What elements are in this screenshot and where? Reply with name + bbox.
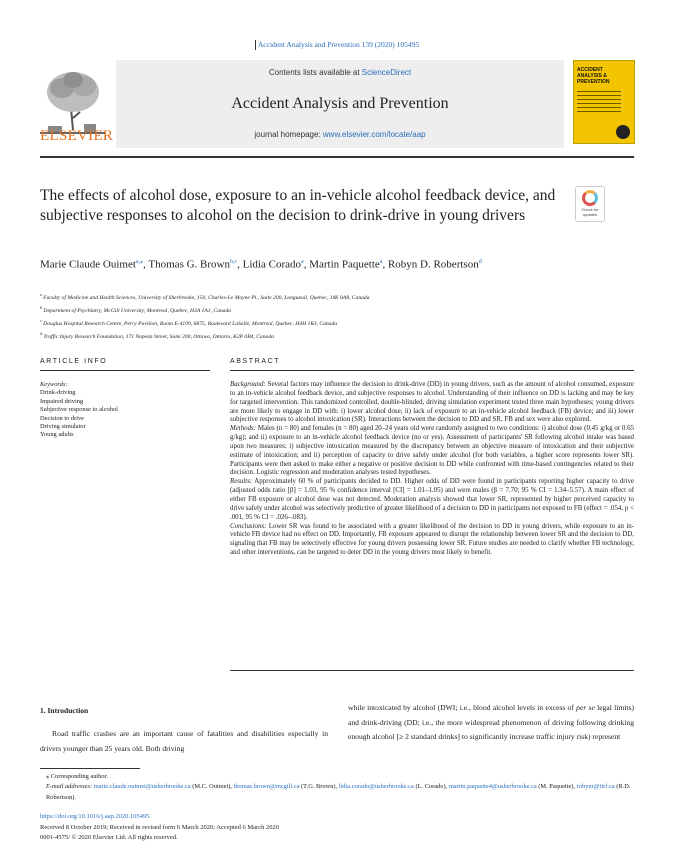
journal-reference[interactable] [0,40,674,50]
cover-title: ACCIDENT ANALYSIS & PREVENTION [577,67,610,85]
keyword-item: Impaired driving [40,397,84,405]
email-owner: (T.G. Brown), [299,783,339,791]
email-addresses [40,782,634,803]
abstract-background [230,381,634,425]
abstract-body [230,381,634,558]
affiliation-marker: b [40,304,42,310]
abstract-results [230,478,634,522]
author-separator: , [143,258,149,271]
article-info-rule [40,370,210,371]
introduction-right-column [348,701,634,745]
cover-lines [577,91,621,115]
keywords-list [40,389,210,439]
background-text: Several factors may influence the decision to drink-drive (DD) in young drivers, such as the amount of alcohol consumed, exposure to an in-vehicle alcohol feedback device, and subjective responses to alcohol. Understanding of their influence on DD is lacking and may be key for targeted intervention. This randomized controlled, double-blinded, driving simulation experiment tested three main hypotheses; young drivers are more likely to engage in DD with: i) lower alcohol dose; ii) lack of exposure to an in-vehicle alcohol feedback (FB) device; and iii) lower subjective responses to alcohol intoxication (SR). Interactions between the decision to DD and SR, FB and sex were also explored. [230,381,634,424]
email-link[interactable]: martin.paquette4@usherbrooke.ca [448,783,537,791]
cover-emblem-icon [616,125,630,139]
masthead-divider [40,156,634,158]
affiliation-text: Douglas Hospital Research Centre, Perry Pavilion, Room E-4109, 6875, Boulevard LaSalle, Montreal, Quebec, H4H 1R3, Canada [41,320,338,327]
journal-homepage-link[interactable]: www.elsevier.com/locate/aap [322,130,426,139]
email-owner: (M.C. Ouimet), [190,783,234,791]
intro-right-italic: per se [576,703,595,712]
sciencedirect-link[interactable]: ScienceDirect [361,68,412,77]
abstract-conclusions [230,523,634,558]
author-name[interactable]: Lidia Corado [242,258,302,271]
affiliation-marker: d [40,330,42,336]
affiliation-item [40,329,634,342]
author-affiliation-marker[interactable]: a [301,259,304,265]
email-owner: (M. Paquette), [536,783,577,791]
background-label: Background: [230,381,266,388]
doi-link[interactable]: https://doi.org/10.1016/j.aap.2020.105495 [40,813,150,820]
journal-title: Accident Analysis and Prevention [231,95,449,112]
text-cursor [255,40,256,50]
affiliation-marker: c [40,317,42,323]
article-meta-footer [40,812,634,844]
check-for-updates-badge[interactable] [575,186,605,222]
received-dates: Received 8 October 2019; Received in revised form 6 March 2020; Accepted 6 March 2020 [40,823,279,831]
email-link[interactable]: thomas.brown@mcgill.ca [233,783,300,791]
abstract-methods [230,425,634,478]
publisher-name: ELSEVIER [40,128,114,144]
contents-line [116,68,564,77]
journal-masthead-band [116,60,564,148]
author-affiliation-marker[interactable]: a [379,259,383,265]
journal-reference-link[interactable]: Accident Analysis and Prevention 139 (2020) 105495 [257,40,420,49]
author-affiliation-marker[interactable]: d [478,259,482,265]
author-separator: , [237,258,243,271]
email-link[interactable]: marie.claude.ouimet@usherbrooke.ca [93,783,191,791]
keyword-item: Subjective response to alcohol [40,406,118,414]
author-name[interactable]: Marie Claude Ouimet [40,258,136,271]
methods-label: Methods: [230,425,257,433]
email-owner: (L. Corado), [413,783,449,791]
keywords-label: Keywords: [40,381,68,388]
methods-text: Males (n = 80) and females (n = 80) aged 20–24 years old were randomly assigned to two conditions: i) alcohol dose (0.45 g/kg or 0.65 g/kg); and ii) exposure to an in-vehicle alcohol feedback device (no or yes). Assessment of participants' SR following alcohol intake was based upon two measures: i) subjective intoxication measured by the discrepancy between an objective measure of intoxication and their subjective estimate of intoxication; and ii) perception of capacity to drive safely under alcohol (for both variables, a higher score represents lower SR). Participants were then asked to make either a negative or positive decision to DD while confronted with time-based contingencies related to their decision. Logistic regression and moderation analyses tested hypotheses. [230,425,634,477]
email-owner: (R.D. Robertson). [46,783,631,801]
author-affiliation-marker[interactable]: a,⁎ [135,259,144,265]
contents-prefix: Contents lists available at [268,68,362,77]
author-name[interactable]: Martin Paquette [309,258,380,271]
introduction-heading: 1. Introduction [40,706,89,715]
check-for-updates-label: Check for updates [581,207,599,217]
affiliation-text: Traffic Injury Research Foundation, 171 Nepean Street, Suite 200, Ottawa, Ontario, K2P 0B4, Canada [42,333,274,340]
introduction-left-column: Road traffic crashes are an important cause of fatalities and disabilities especially in drivers younger than 25 years old. Both driving [40,729,328,753]
email-label: E-mail addresses: [46,783,94,791]
email-link[interactable]: robynr@tirf.ca [576,783,615,791]
conclusions-text: Lower SR was found to be associated with a greater likelihood of the decision to DD in young drivers, while exposure to an in-vehicle FB device had no effect on DD. Importantly, FB exposure appeared to disrupt the relationship between lower SR and the decision to DD, signaling that FB may be selectively effective for young drivers possessing lower SR. Future studies are needed to clarify whether FB technology, and other interventions, can be targeted to deter DD in the young drivers most likely to benefit. [230,522,634,557]
footnote-rule [40,768,140,769]
abstract-rule [230,370,634,371]
keyword-item: Drink-driving [40,389,76,397]
article-info-heading: ARTICLE INFO [40,358,108,365]
results-text: Approximately 60 % of participants decided to DD. Higher odds of DD were found in participants reporting higher capacity to drive (adjusted odds ratio [β] = 1.03, 95 % confidence interval [CI] = 1.01–1.05) and were males (β = 7.70; 95 % CI = 1.34–5.57). A main effect of either FB exposure or alcohol dose was not detected. Moderation analysis showed that lower SR, represented by higher perceived capacity to drive safely under alcohol was selectively predictive of greater likelihood of a decision to DD in participants not exposed to FB (effect = .054, p < .001, 95 % CI = .026–.083). [230,478,635,521]
author-separator: , [382,258,388,271]
keyword-item: Driving simulator [40,423,86,431]
check-for-updates-icon [582,190,598,206]
journal-cover-thumbnail[interactable] [573,60,635,144]
keyword-item: Decision to drive [40,414,85,422]
homepage-prefix: journal homepage: [254,130,323,139]
author-separator: , [303,258,310,271]
affiliation-item [40,290,634,303]
keyword-item: Young adults [40,431,74,439]
author-name[interactable]: Robyn D. Robertson [387,258,479,271]
masthead [40,60,634,156]
author-list [40,255,580,273]
homepage-line [116,130,564,139]
conclusions-label: Conclusions: [230,522,267,530]
affiliation-marker: a [40,292,42,297]
results-label: Results: [230,478,253,486]
author-name[interactable]: Thomas G. Brown [148,258,230,271]
intro-right-text-a: while intoxicated by alcohol (DWI; i.e., blood alcohol levels in excess of [348,703,577,712]
author-affiliation-marker[interactable]: b,c [229,259,238,265]
affiliation-text: Department of Psychiatry, McGill University, Montreal, Quebec, H3A 1A1, Canada [42,307,232,314]
affiliation-item [40,316,634,329]
abstract-heading: ABSTRACT [230,358,281,365]
corresponding-author-note: ⁎ Corresponding author. [46,773,108,780]
abstract-bottom-rule [230,670,634,671]
footnotes [40,772,634,803]
article-title: The effects of alcohol dose, exposure to an in-vehicle alcohol feedback device, and subjective responses to alcohol on the decision to drink-drive in young drivers [40,187,556,224]
copyright-line: 0001-4575/ © 2020 Elsevier Ltd. All rights reserved. [40,834,178,841]
intro-right-text-b: legal limits) and drink-driving (DD; i.e., the more widespread phenomenon of driving following drinking enough alcohol [≥ 2 standard drinks] to significantly increase traffic injury risk) represent [348,703,634,741]
email-link[interactable]: lidia.corado@usherbrooke.ca [338,783,414,791]
affiliation-list [40,290,634,341]
affiliation-item [40,303,634,316]
affiliation-text: Faculty of Medicine and Health Sciences, University of Sherbrooke, 150, Charles-Le Moyne Pl., Suite 200, Longueuil, Quebec, J4K 0A8, Canada [41,294,370,301]
keywords-block [40,381,210,440]
